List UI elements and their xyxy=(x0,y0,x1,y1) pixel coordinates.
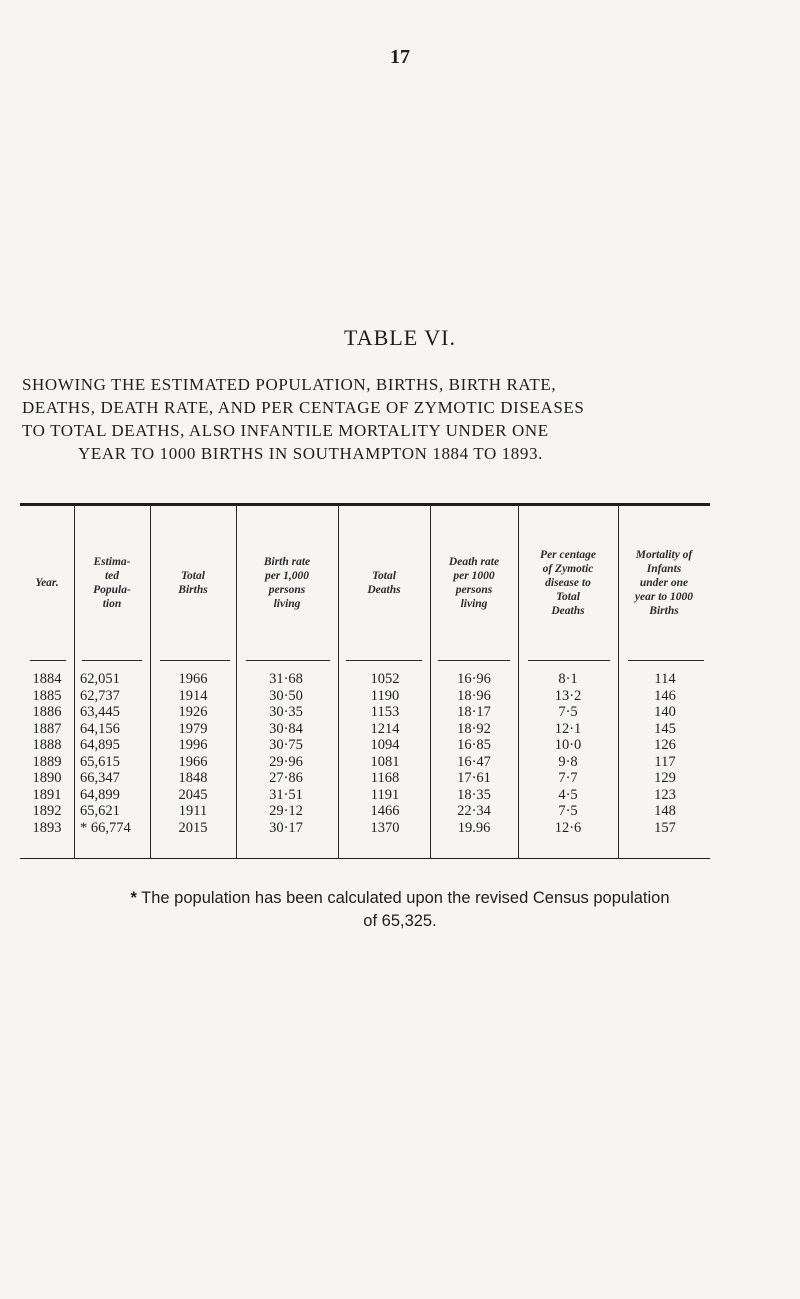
table-row xyxy=(20,754,710,771)
table-top-rule xyxy=(20,503,710,506)
cell-population: 64,156 xyxy=(80,720,120,737)
statistics-table xyxy=(20,503,710,860)
cell-year: 1886 xyxy=(32,704,62,720)
cell-births: 1966 xyxy=(178,753,208,770)
cell-population: 62,737 xyxy=(80,687,120,704)
cell-zymotic: 12·1 xyxy=(554,720,582,737)
cell-infant-mortality: 145 xyxy=(654,720,676,737)
cell-births: 1914 xyxy=(178,687,208,704)
cell-population: 64,899 xyxy=(80,786,120,803)
table-row xyxy=(20,671,710,688)
cell-infant-mortality: 126 xyxy=(654,737,676,753)
table-bottom-rule xyxy=(20,858,710,859)
header-underline xyxy=(160,660,230,661)
cell-deaths: 1081 xyxy=(370,753,400,770)
cell-deaths: 1168 xyxy=(370,770,400,786)
table-row xyxy=(20,721,710,738)
cell-zymotic: 8·1 xyxy=(558,671,578,687)
footnote-marker: * xyxy=(130,889,137,907)
header-total-births: Total Births xyxy=(178,570,208,596)
cell-births: 1979 xyxy=(178,720,208,737)
cell-population: 65,621 xyxy=(80,803,120,819)
cell-zymotic: 13·2 xyxy=(554,687,582,704)
cell-infant-mortality: 140 xyxy=(654,704,676,720)
table-row xyxy=(20,704,710,721)
cell-death-rate: 18·35 xyxy=(457,786,491,803)
cell-infant-mortality: 157 xyxy=(654,819,676,836)
table-title: TABLE VI. xyxy=(344,325,456,350)
cell-infant-mortality: 117 xyxy=(654,753,676,770)
table-row xyxy=(20,688,710,705)
cell-zymotic: 10·0 xyxy=(554,737,582,753)
cell-birth-rate: 31·68 xyxy=(269,671,303,687)
cell-births: 1911 xyxy=(178,803,208,819)
header-birth-rate: Birth rate per 1,000 persons living xyxy=(263,556,311,610)
cell-deaths: 1466 xyxy=(370,803,400,819)
cell-death-rate: 18·17 xyxy=(457,704,491,720)
cell-birth-rate: 31·51 xyxy=(269,786,303,803)
cell-infant-mortality: 123 xyxy=(654,786,676,803)
header-underline xyxy=(30,660,66,661)
cell-year: 1888 xyxy=(32,737,62,753)
cell-zymotic: 4·5 xyxy=(558,786,578,803)
cell-infant-mortality: 129 xyxy=(654,770,676,786)
cell-deaths: 1191 xyxy=(370,786,400,803)
header-underline xyxy=(528,660,610,661)
cell-death-rate: 16·85 xyxy=(457,737,491,753)
cell-population: * 66,774 xyxy=(80,819,131,836)
cell-death-rate: 19.96 xyxy=(457,819,491,836)
header-underline xyxy=(628,660,704,661)
cell-birth-rate: 30·84 xyxy=(269,720,303,737)
cell-death-rate: 18·92 xyxy=(457,720,491,737)
cell-year: 1885 xyxy=(32,687,62,704)
caption-line: YEAR TO 1000 BIRTHS IN SOUTHAMPTON 1884 TO 1893. xyxy=(78,444,543,463)
cell-population: 63,445 xyxy=(80,704,120,720)
table-caption xyxy=(22,373,722,465)
caption-line: DEATHS, DEATH RATE, AND PER CENTAGE OF ZYMOTIC DISEASES xyxy=(22,398,585,417)
caption-line: SHOWING THE ESTIMATED POPULATION, BIRTHS, BIRTH RATE, xyxy=(22,375,557,394)
table-row xyxy=(20,820,710,837)
cell-deaths: 1153 xyxy=(370,704,400,720)
caption-line: TO TOTAL DEATHS, ALSO INFANTILE MORTALITY UNDER ONE xyxy=(22,421,549,440)
cell-deaths: 1214 xyxy=(370,720,400,737)
cell-zymotic: 7·5 xyxy=(558,704,578,720)
cell-death-rate: 16·96 xyxy=(457,671,491,687)
cell-zymotic: 7·7 xyxy=(558,770,578,786)
cell-deaths: 1190 xyxy=(370,687,400,704)
cell-infant-mortality: 114 xyxy=(654,671,676,687)
table-row xyxy=(20,787,710,804)
header-underline xyxy=(246,660,330,661)
cell-year: 1889 xyxy=(32,753,62,770)
page-number: 17 xyxy=(390,46,410,68)
header-underline xyxy=(438,660,510,661)
header-infant-mortality: Mortality of Infants under one year to 1000 Births xyxy=(634,549,694,617)
cell-death-rate: 17·61 xyxy=(457,770,491,786)
table-row xyxy=(20,770,710,787)
cell-deaths: 1370 xyxy=(370,819,400,836)
cell-births: 2045 xyxy=(178,786,208,803)
cell-zymotic: 12·6 xyxy=(554,819,582,836)
cell-year: 1892 xyxy=(32,803,62,819)
cell-year: 1884 xyxy=(32,671,62,687)
header-year: Year. xyxy=(35,577,59,589)
cell-population: 62,051 xyxy=(80,671,120,687)
header-underline xyxy=(82,660,142,661)
footnote xyxy=(60,887,740,933)
header-population: Estima- ted Popula- tion xyxy=(93,556,131,610)
cell-births: 1996 xyxy=(178,737,208,753)
header-underline xyxy=(346,660,422,661)
cell-deaths: 1094 xyxy=(370,737,400,753)
cell-zymotic: 7·5 xyxy=(558,803,578,819)
table-body xyxy=(20,671,710,836)
cell-year: 1891 xyxy=(32,786,62,803)
cell-year: 1887 xyxy=(32,720,62,737)
cell-birth-rate: 29·12 xyxy=(269,803,303,819)
cell-infant-mortality: 148 xyxy=(654,803,676,819)
cell-births: 1966 xyxy=(178,671,208,687)
cell-birth-rate: 30·75 xyxy=(269,737,303,753)
header-total-deaths: Total Deaths xyxy=(367,570,401,596)
cell-deaths: 1052 xyxy=(370,671,400,687)
cell-population: 66,347 xyxy=(80,770,120,786)
cell-infant-mortality: 146 xyxy=(654,687,676,704)
table-row xyxy=(20,803,710,820)
cell-birth-rate: 30·17 xyxy=(269,819,303,836)
footnote-text: The population has been calculated upon the revised Census population xyxy=(141,889,670,907)
cell-birth-rate: 29·96 xyxy=(269,753,303,770)
cell-zymotic: 9·8 xyxy=(558,753,578,770)
cell-death-rate: 22·34 xyxy=(457,803,491,819)
cell-birth-rate: 27·86 xyxy=(269,770,303,786)
cell-year: 1893 xyxy=(32,819,62,836)
cell-birth-rate: 30·50 xyxy=(269,687,303,704)
table-row xyxy=(20,737,710,754)
cell-births: 1926 xyxy=(178,704,208,720)
cell-population: 64,895 xyxy=(80,737,120,753)
cell-year: 1890 xyxy=(32,770,62,786)
cell-birth-rate: 30·35 xyxy=(269,704,303,720)
cell-births: 2015 xyxy=(178,819,208,836)
header-death-rate: Death rate per 1000 persons living xyxy=(448,556,500,610)
footnote-text-continued: of 65,325. xyxy=(363,912,437,930)
cell-births: 1848 xyxy=(178,770,208,786)
cell-death-rate: 16·47 xyxy=(457,753,491,770)
header-zymotic-percentage: Per centage of Zymotic disease to Total Deaths xyxy=(540,549,596,617)
cell-death-rate: 18·96 xyxy=(457,687,491,704)
cell-population: 65,615 xyxy=(80,753,120,770)
